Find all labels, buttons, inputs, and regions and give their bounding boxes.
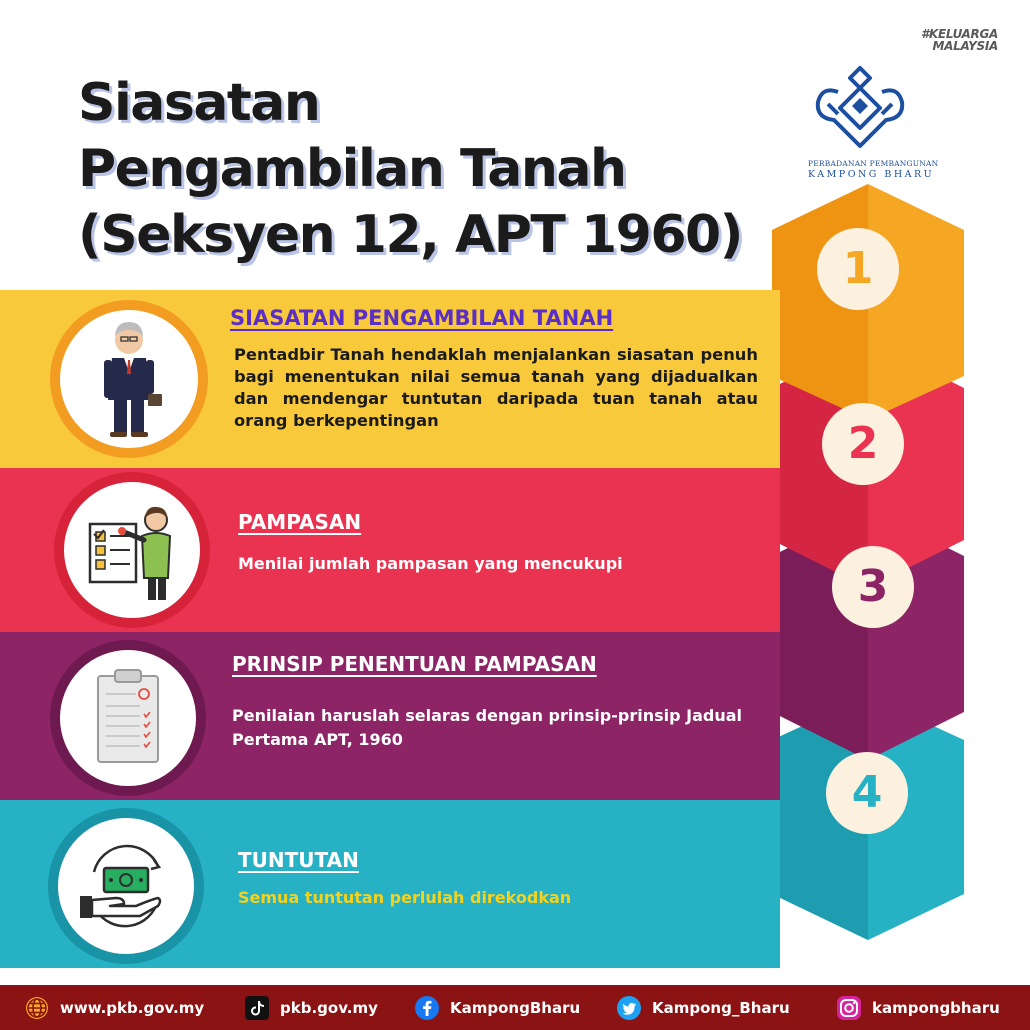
step-4-heading: TUNTUTAN (238, 848, 359, 872)
step-2-text: Menilai jumlah pampasan yang mencukupi (238, 554, 623, 573)
footer-tiktok[interactable] (244, 985, 378, 1030)
step-2-icon-circle (54, 472, 210, 628)
presenter-checklist-icon (64, 482, 200, 618)
globe-icon (24, 995, 50, 1021)
hashtag-line2: MALAYSIA (932, 39, 998, 53)
step-1-heading: SIASATAN PENGAMBILAN TANAH (230, 306, 614, 330)
hashtag-line1: #KELUARGA (920, 27, 998, 41)
logo-text-line2: KAMPONG BHARU (808, 169, 935, 180)
step-2-band (0, 468, 780, 632)
title-line3: (Seksyen 12, APT 1960) (78, 205, 742, 265)
footer-tiktok-label: pkb.gov.my (280, 998, 378, 1017)
step-3-band (0, 632, 780, 800)
money-hand-icon (58, 818, 194, 954)
step-4-icon-circle (48, 808, 204, 964)
step-4-text: Semua tuntutan perlulah direkodkan (238, 888, 572, 907)
footer-facebook[interactable] (414, 985, 580, 1030)
footer-instagram[interactable] (836, 985, 1000, 1030)
step-number-3: 3 (832, 546, 914, 628)
footer-twitter[interactable] (616, 985, 790, 1030)
title-line2: Pengambilan Tanah (78, 139, 626, 199)
step-1-text: Pentadbir Tanah hendaklah menjalankan siasatan penuh bagi menentukan nilai semua tanah yang dijadualkan dan mendengar tuntutan daripada tuan tanah atau orang berkepentingan (234, 345, 758, 430)
footer-twitter-label: Kampong_Bharu (652, 998, 790, 1017)
step-3-text: Penilaian haruslah selaras dengan prinsip-prinsip Jadual Pertama APT, 1960 (232, 706, 742, 749)
footer-website[interactable] (24, 985, 204, 1030)
footer-website-label: www.pkb.gov.my (60, 998, 205, 1017)
twitter-icon (616, 995, 642, 1021)
footer-bar (0, 985, 1030, 1030)
instagram-icon (836, 995, 862, 1021)
step-number-1: 1 (817, 228, 899, 310)
step-2-heading: PAMPASAN (238, 510, 362, 534)
step-3-icon-circle (50, 640, 206, 796)
step-4-band (0, 800, 780, 968)
step-number-4: 4 (826, 752, 908, 834)
step-1-icon-circle (50, 300, 208, 458)
footer-facebook-label: KampongBharu (450, 998, 581, 1017)
step-3-heading: PRINSIP PENENTUAN PAMPASAN (232, 652, 597, 676)
tiktok-icon (244, 995, 270, 1021)
title-line1: Siasatan (78, 73, 320, 133)
facebook-icon (414, 995, 440, 1021)
logo-text-line1: PERBADANAN PEMBANGUNAN (808, 159, 939, 168)
footer-instagram-label: kampongbharu (872, 998, 1000, 1017)
businessman-icon (60, 310, 198, 448)
clipboard-icon (60, 650, 196, 786)
step-1-band (0, 290, 780, 468)
step-number-2: 2 (822, 403, 904, 485)
